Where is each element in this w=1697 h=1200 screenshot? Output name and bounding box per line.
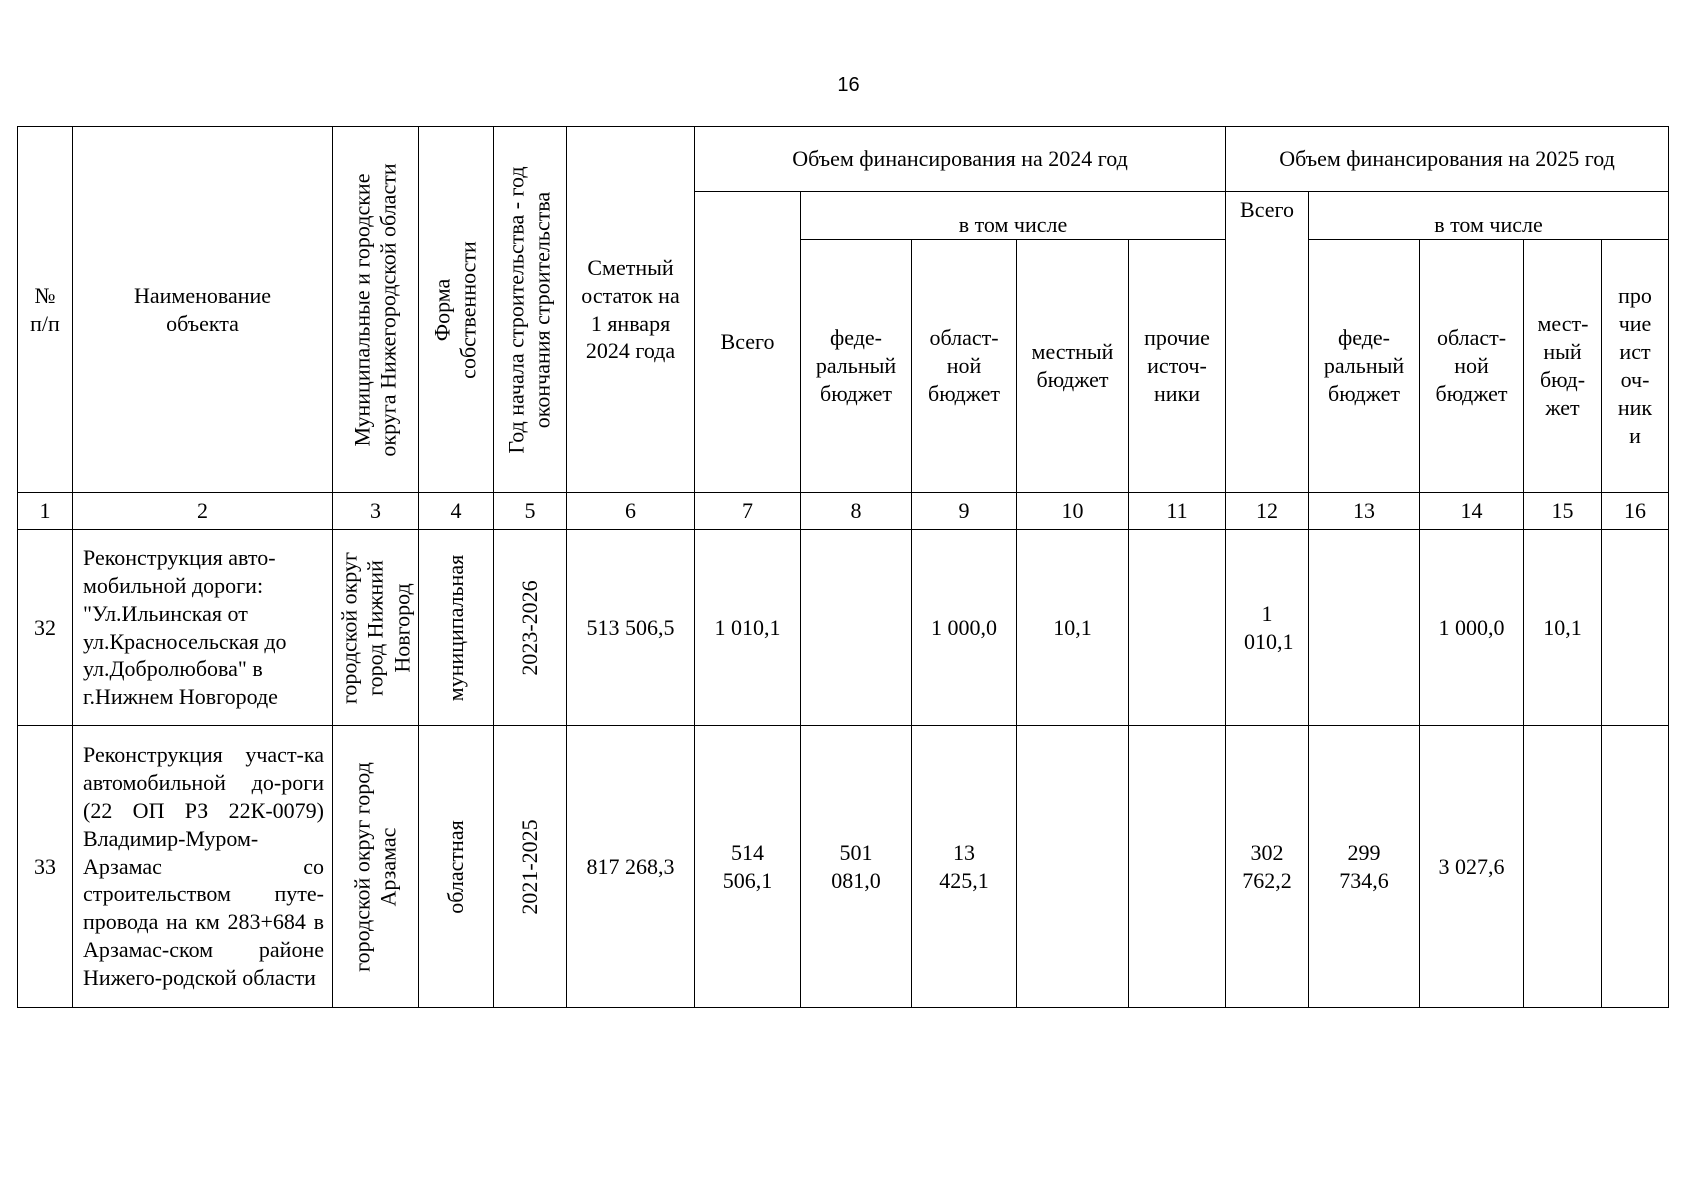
balance: 513 506,5: [567, 530, 695, 726]
column-number: 15: [1524, 493, 1602, 530]
other-2024: [1129, 530, 1226, 726]
object-name: Реконструкция авто-мобильной дороги: "Ул.Ильинская от ул.Красносельская до ул.Добролюбова" в г.Нижнем Новгороде: [73, 530, 333, 726]
column-number: 6: [567, 493, 695, 530]
ownership: муниципальная: [419, 530, 494, 726]
federal-2025: 299 734,6: [1309, 726, 1420, 1008]
page-number: 16: [837, 74, 860, 96]
total-2024: 1 010,1: [695, 530, 801, 726]
header-other-2024: прочие источ-ники: [1129, 240, 1226, 493]
header-regional-2024: област-ной бюджет: [912, 240, 1017, 493]
table-row: [18, 530, 1669, 726]
federal-2025: [1309, 530, 1420, 726]
header-funding-2024: Объем финансирования на 2024 год: [695, 127, 1226, 192]
total-2025: 1 010,1: [1226, 530, 1309, 726]
object-name: Реконструкция участ-ка автомобильной до-роги (22 ОП РЗ 22К-0079) Владимир-Муром-Арзамас со строительством путе-провода на км 283+684 в Арзамас-ском районе Нижего-родской области: [73, 726, 333, 1008]
column-number: 16: [1602, 493, 1669, 530]
header-num: № п/п: [18, 127, 73, 493]
column-number: 14: [1420, 493, 1524, 530]
header-regional-2025: област-ной бюджет: [1420, 240, 1524, 493]
column-number: 7: [695, 493, 801, 530]
header-other-2025: про чие ист оч-ник и: [1602, 240, 1669, 493]
header-federal-2025: феде-ральный бюджет: [1309, 240, 1420, 493]
years: 2021-2025: [494, 726, 567, 1008]
header-including-2024: в том числе: [801, 192, 1226, 240]
header-local-2024: местный бюджет: [1017, 240, 1129, 493]
column-number: 5: [494, 493, 567, 530]
header-municipality: Муниципальные и городские округа Нижегородской области: [333, 127, 419, 493]
header-balance: Сметный остаток на 1 января 2024 года: [567, 127, 695, 493]
row-num: 33: [18, 726, 73, 1008]
local-2024: [1017, 726, 1129, 1008]
ownership: областная: [419, 726, 494, 1008]
regional-2024: 1 000,0: [912, 530, 1017, 726]
balance: 817 268,3: [567, 726, 695, 1008]
row-num: 32: [18, 530, 73, 726]
header-federal-2024: феде-ральный бюджет: [801, 240, 912, 493]
local-2024: 10,1: [1017, 530, 1129, 726]
column-number: 3: [333, 493, 419, 530]
local-2025: 10,1: [1524, 530, 1602, 726]
years: 2023-2026: [494, 530, 567, 726]
header-local-2025: мест-ный бюд-жет: [1524, 240, 1602, 493]
header-including-2025: в том числе: [1309, 192, 1669, 240]
header-total-2025-cont: [1226, 240, 1309, 493]
total-2025: 302 762,2: [1226, 726, 1309, 1008]
column-numbers-row: [18, 493, 1669, 530]
header-years: Год начала строительства - год окончания строительства: [494, 127, 567, 493]
other-2025: [1602, 530, 1669, 726]
column-number: 9: [912, 493, 1017, 530]
column-number: 13: [1309, 493, 1420, 530]
municipality: городской округ город Нижний Новгород: [333, 530, 419, 726]
other-2024: [1129, 726, 1226, 1008]
regional-2025: 3 027,6: [1420, 726, 1524, 1008]
regional-2024: 13 425,1: [912, 726, 1017, 1008]
column-number: 11: [1129, 493, 1226, 530]
header-total-2024: Всего: [695, 192, 801, 493]
column-number: 2: [73, 493, 333, 530]
column-number: 12: [1226, 493, 1309, 530]
total-2024: 514 506,1: [695, 726, 801, 1008]
municipality: городской округ город Арзамас: [333, 726, 419, 1008]
column-number: 1: [18, 493, 73, 530]
financing-table: [17, 126, 1669, 1008]
header-total-2025: Всего: [1226, 192, 1309, 240]
column-number: 10: [1017, 493, 1129, 530]
header-row-1: [18, 127, 1669, 192]
regional-2025: 1 000,0: [1420, 530, 1524, 726]
header-funding-2025: Объем финансирования на 2025 год: [1226, 127, 1669, 192]
other-2025: [1602, 726, 1669, 1008]
table-row: [18, 726, 1669, 1008]
header-ownership: Форма собственности: [419, 127, 494, 493]
local-2025: [1524, 726, 1602, 1008]
federal-2024: [801, 530, 912, 726]
column-number: 8: [801, 493, 912, 530]
column-number: 4: [419, 493, 494, 530]
header-name: Наименование объекта: [73, 127, 333, 493]
federal-2024: 501 081,0: [801, 726, 912, 1008]
